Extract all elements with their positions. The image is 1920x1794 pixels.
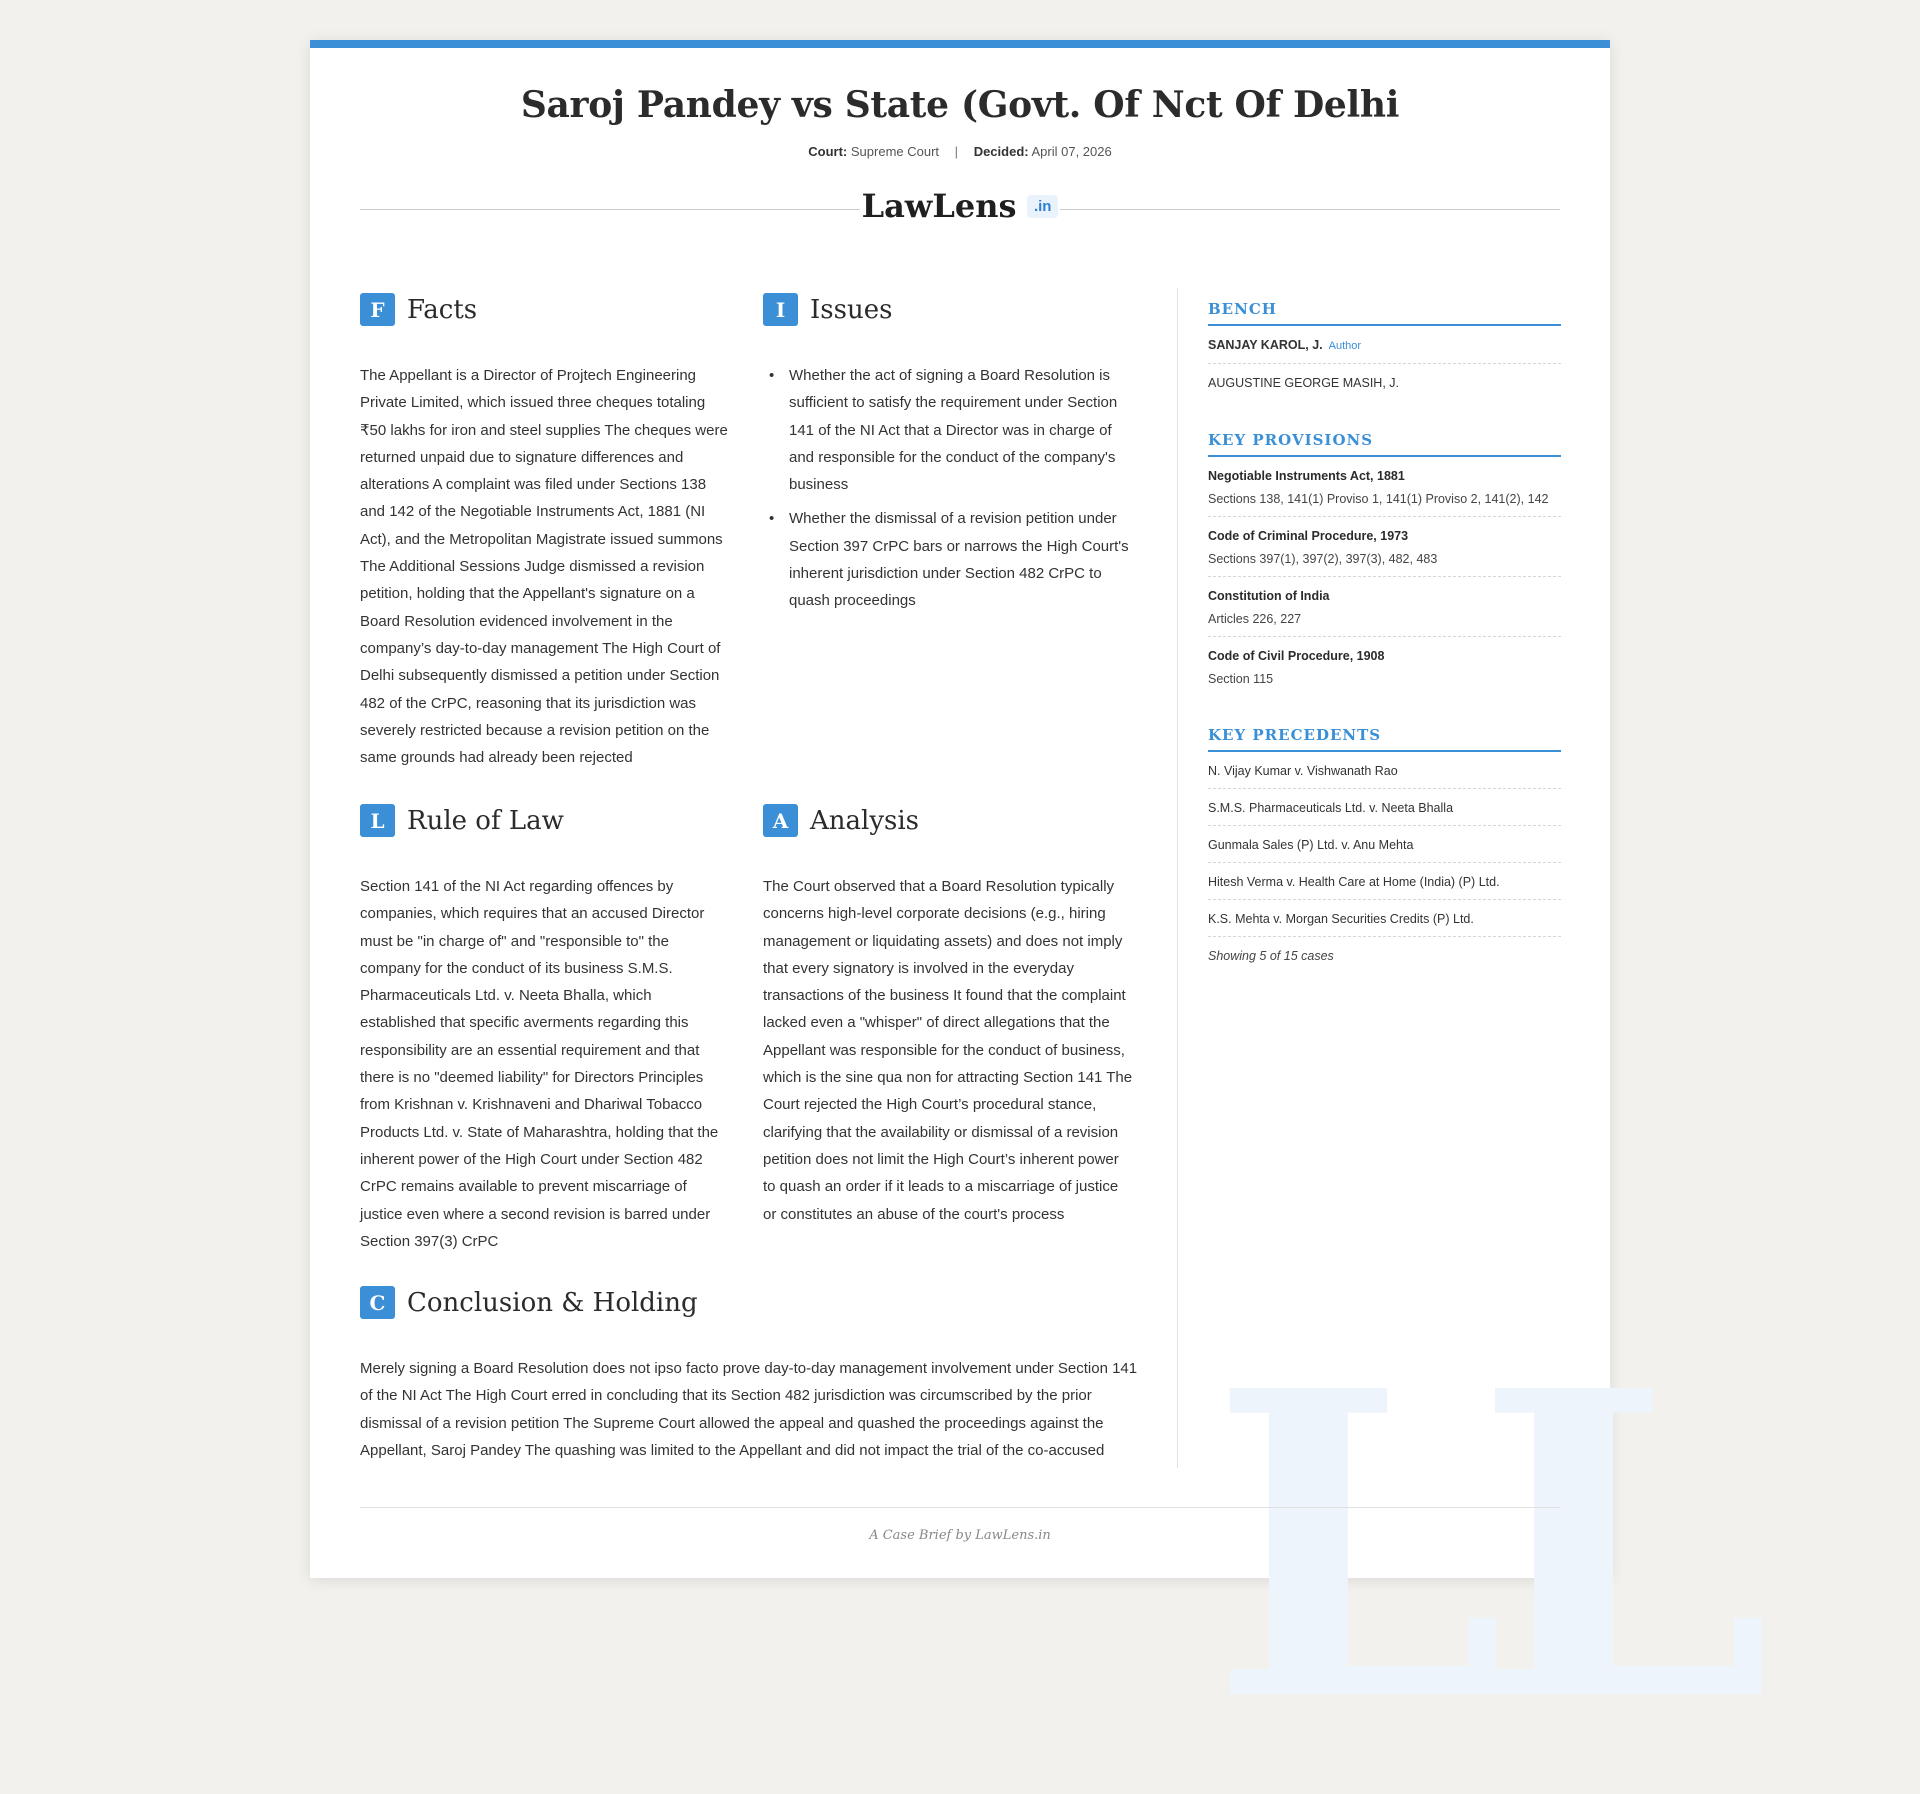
case-header <box>310 48 1610 229</box>
section-facts <box>360 293 730 771</box>
precedent-item: K.S. Mehta v. Morgan Securities Credits (P) Ltd. <box>1208 900 1561 937</box>
case-title: Saroj Pandey vs State (Govt. Of Nct Of Delhi <box>520 84 1400 126</box>
section-title: Facts <box>407 294 478 325</box>
meta-separator: | <box>954 144 959 159</box>
case-brief-page <box>310 40 1741 1794</box>
judge-name: SANJAY KAROL, J. <box>1208 338 1323 352</box>
brand-watermark: LL <box>1210 1301 1741 1794</box>
bench-title: BENCH <box>1208 300 1561 326</box>
precedent-item: Hitesh Verma v. Health Care at Home (India) (P) Ltd. <box>1208 863 1561 900</box>
section-header <box>360 804 730 837</box>
provisions-block <box>1208 431 1561 696</box>
court-label: Court: <box>808 144 848 159</box>
provision-item <box>1208 517 1561 577</box>
section-letter-badge: I <box>763 293 798 326</box>
issues-list <box>763 362 1133 615</box>
provision-name: Code of Civil Procedure, 1908 <box>1208 649 1385 663</box>
decided-value: April 07, 2026 <box>1031 144 1112 159</box>
author-tag: Author <box>1328 340 1362 352</box>
bench-judge <box>1208 326 1561 364</box>
precedent-item: Gunmala Sales (P) Ltd. v. Anu Mehta <box>1208 826 1561 863</box>
case-meta <box>310 144 1610 159</box>
bench-block <box>1208 300 1561 401</box>
sidebar-inner <box>1208 288 1561 993</box>
section-rule-of-law <box>360 804 730 1255</box>
provisions-title: KEY PROVISIONS <box>1208 431 1561 457</box>
section-letter-badge: C <box>360 1286 395 1319</box>
provision-item <box>1208 577 1561 637</box>
facts-body: The Appellant is a Director of Projtech Engineering Private Limited, which issued three cheques totaling ₹50 lakhs for iron and steel supplies The cheques were returned unpaid due to signature differences and alterations A complaint was filed under Sections 138 and 142 of the Negotiable Instruments Act, 1881 (NI Act), and the Metropolitan Magistrate issued summons The Additional Sessions Judge dismissed a revision petition, holding that the Appellant's signature on a Board Resolution evidenced involvement in the company’s day-to-day management The High Court of Delhi subsequently dismissed a petition under Section 482 of the CrPC, reasoning that its jurisdiction was severely restricted because a revision petition on the same grounds had already been rejected <box>360 367 728 767</box>
page-footer: A Case Brief by LawLens.in <box>360 1507 1560 1543</box>
provision-sections: Sections 397(1), 397(2), 397(3), 482, 483 <box>1208 552 1438 566</box>
section-analysis <box>763 804 1133 1228</box>
issue-item: • Whether the act of signing a Board Resolution is sufficient to satisfy the requirement under Section 141 of the NI Act that a Director was in charge of and responsible for the conduct of the company's business <box>769 362 1133 498</box>
precedents-block <box>1208 726 1561 963</box>
issue-item: • Whether the dismissal of a revision petition under Section 397 CrPC bars or narrows the High Court's inherent jurisdiction under Section 482 CrPC to quash proceedings <box>769 505 1133 614</box>
precedents-title: KEY PRECEDENTS <box>1208 726 1561 752</box>
analysis-body: The Court observed that a Board Resolution typically concerns high-level corporate decisions (e.g., hiring management or liquidating assets) and does not imply that every signatory is involved in the everyday transactions of the business It found that the complaint lacked even a "whisper" of direct allegations that the Appellant was responsible for the conduct of business, which is the sine qua non for attracting Section 141 The Court rejected the High Court’s procedural stance, clarifying that the availability or dismissal of a revision petition does not limit the High Court’s inherent power to quash an order if it leads to a miscarriage of justice or constitutes an abuse of the court's process <box>763 878 1133 1223</box>
section-letter-badge: F <box>360 293 395 326</box>
section-header <box>763 804 1133 837</box>
section-header <box>763 293 1133 326</box>
brand-tld-badge: .in <box>1027 195 1059 218</box>
precedent-item: S.M.S. Pharmaceuticals Ltd. v. Neeta Bhalla <box>1208 789 1561 826</box>
section-conclusion <box>360 1286 1140 1464</box>
court-value: Supreme Court <box>850 144 940 159</box>
provision-sections: Sections 138, 141(1) Proviso 1, 141(1) Proviso 2, 141(2), 142 <box>1208 492 1549 506</box>
case-sidebar <box>1177 288 1563 1468</box>
provision-name: Code of Criminal Procedure, 1973 <box>1208 529 1409 543</box>
issues-body <box>763 362 1133 615</box>
conclusion-body: Merely signing a Board Resolution does not ipso facto prove day-to-day management involvement under Section 141 of the NI Act The High Court erred in concluding that its Section 482 jurisdiction was circumscribed by the prior dismissal of a revision petition The Supreme Court allowed the appeal and quashed the proceedings against the Appellant, Saroj Pandey The quashing was limited to the Appellant and did not impact the trial of the co-accused <box>360 1360 1138 1459</box>
decided-label: Decided: <box>973 144 1029 159</box>
precedents-count-note: Showing 5 of 15 cases <box>1208 949 1334 963</box>
section-title: Conclusion & Holding <box>407 1287 698 1318</box>
provision-sections: Section 115 <box>1208 672 1274 686</box>
section-header <box>360 293 730 326</box>
brand-row <box>360 187 1560 229</box>
brand-name: LawLens <box>861 187 1017 225</box>
judge-name: AUGUSTINE GEORGE MASIH, J. <box>1208 376 1399 390</box>
rule-body: Section 141 of the NI Act regarding offences by companies, which requires that an accused Director must be "in charge of" and "responsible to" the company for the conduct of its business S.M.S. Pharmaceuticals Ltd. v. Neeta Bhalla, which established that specific averments regarding this responsibility are an essential requirement and that there is no "deemed liability" for Directors Principles from Krishnan v. Krishnaveni and Dhariwal Tobacco Products Ltd. v. State of Maharashtra, holding that the inherent power of the High Court under Section 482 CrPC remains available to prevent miscarriage of justice even where a second revision is barred under Section 397(3) CrPC <box>360 878 719 1250</box>
provision-name: Constitution of India <box>1208 589 1330 603</box>
section-title: Analysis <box>810 805 920 836</box>
section-letter-badge: L <box>360 804 395 837</box>
section-title: Rule of Law <box>407 805 564 836</box>
precedent-item: N. Vijay Kumar v. Vishwanath Rao <box>1208 752 1561 789</box>
provision-sections: Articles 226, 227 <box>1208 612 1302 626</box>
section-letter-badge: A <box>763 804 798 837</box>
bench-judge <box>1208 364 1561 401</box>
provision-item <box>1208 637 1561 696</box>
section-header <box>360 1286 1140 1319</box>
section-title: Issues <box>810 294 893 325</box>
section-issues <box>763 293 1133 622</box>
brand-logo <box>360 187 1560 225</box>
provision-name: Negotiable Instruments Act, 1881 <box>1208 469 1405 483</box>
provision-item <box>1208 457 1561 517</box>
